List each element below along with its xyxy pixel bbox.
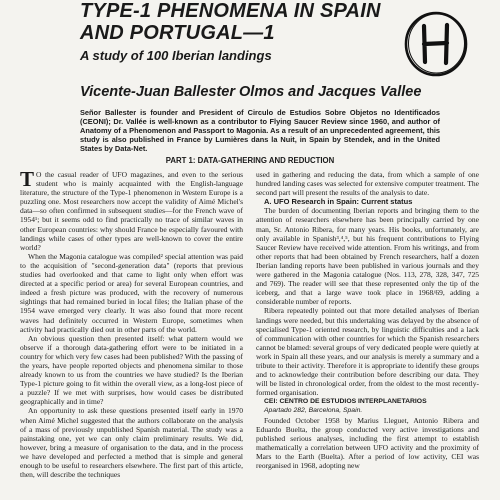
right-column bbox=[256, 170, 479, 470]
paragraph: The burden of documenting Iberian reports and bringing them to the attention of researchers elsewhere has been principally carried by one man, Sr. Antonio Ribera, for many years. His books, unfortunately, are only available in Spanish³,⁴,⁵, but his frequent contributions to Flying Saucer Review have received wide attention. From his writings, and from other reports that had been obtained by French researchers, half a dozen Iberian landing reports have been published in various journals and they were gathered in the Magonia catalogue (Nos. 113, 278, 328, 347, 725 and 769). The reader will see that these represented only the tip of the iceberg, and that a large wave took place in 1968/69, adding a considerable number of reports. bbox=[256, 206, 479, 307]
paragraph: Ribera repeatedly pointed out that more detailed analyses of Iberian landings were needed, but this undertaking was delayed by the absence of specialised Type-1 oriented research, by linguistic difficulties and a lack of communication with other countries for which the Spanish researchers cannot be blamed: several groups of very dedicated people were quietly at work in Spain all these years, and our analysis is merely a summary and a tribute to their activity. Therefore it is appropriate to identify these groups and to acknowledge their contribution before describing our data. They will be listed in chronological order, from the oldest to the most recently-formed organisation. bbox=[256, 306, 479, 398]
paragraph: Founded October 1958 by Marius Lleguet, Antonio Ribera and Eduardo Buelta, the group conducted very active investigations and published serious analyses, including the first attempt to establish mathematically a correlation between UFO activity and the proximity of Mars to the Earth (Buelta). After a period of low activity, CEI was reorganised in 1968, adopting new bbox=[256, 415, 479, 470]
article-subtitle: A study of 100 Iberian landings bbox=[80, 48, 272, 63]
article-title: TYPE-1 PHENOMENA IN SPAIN AND PORTUGAL—1 bbox=[80, 0, 381, 44]
organisation-name: CEI: CENTRO DE ESTUDIOS INTERPLANETARIOS bbox=[264, 398, 427, 406]
article-authors: Vicente-Juan Ballester Olmos and Jacques Vallee bbox=[80, 84, 422, 100]
organisation-address: Apartado 282, Barcelona, Spain. bbox=[264, 407, 363, 415]
author-biography: Señor Ballester is founder and President of Circulo de Estudios Sobre Objetos no Identificados (CEONI); Dr. Vallée is well-known as a contributor to Flying Saucer Review since 1960, and author of Anatomy of a Phenomenon and Passport to Magonia. As a result of an unprecedented agreement, this study is also published in France by Lumières dans la Nuit, in Spain by Stendek, and in the United States by Data-Net. bbox=[80, 108, 440, 153]
left-column bbox=[20, 167, 243, 480]
hand-drawn-h-seal-icon bbox=[402, 10, 470, 78]
part-heading: PART 1: DATA-GATHERING AND REDUCTION bbox=[165, 156, 335, 165]
paragraph: When the Magonia catalogue was compiled² special attention was paid to the acquisition of "second-generation data" (reports that previous studies had overlooked and that came to light only when effort was directed at a specific period or area) for several European countries, and indeed a fresh picture was produced, with the recovery of numerous sightings that had remained buried in local files; the Italian phase of the 1954 wave emerged very clearly. It was also found that more recent waves had definitely occurred in Western Europe, sometimes when activity had practically died out in other parts of the world. bbox=[20, 251, 243, 334]
paragraph: An opportunity to ask these questions presented itself early in 1970 when Aimé Michel suggested that the authors collaborate on the analysis of a mass of previously unpublished Spanish material. The study was a painstaking one, yet we can only claim preliminary results. We did, however, bring a measure of organisation to the data, and in the process we have developed and perfected a method that is simple and general enough to be useful to researchers elsewhere. The first part of this article, then, will describe the techniques bbox=[20, 406, 243, 480]
drop-cap: T bbox=[20, 167, 35, 191]
paragraph bbox=[20, 167, 243, 252]
section-heading: A. UFO Research in Spain: Current status bbox=[264, 197, 413, 207]
paragraph: An obvious question then presented itself: what pattern would we observe if a thorough data-gathering effort were to be initiated in a country for which very few cases had been published? With the passing of the years, have people reported objects and phenomena similar to those already known to us from the countries we have studied? Is the Iberian Type-1 picture going to fit within the overall view, as a long-lost piece of a puzzle? If we met with surprises, how would cases be distributed geographically and in time? bbox=[20, 333, 243, 407]
paragraph: used in gathering and reducing the data, from which a sample of one hundred landing cases was selected for extensive computer treatment. The second part will present the results of the analysis to date. bbox=[256, 170, 479, 198]
paragraph-text: O the casual reader of UFO magazines, and even to the serious student who is mainly acquainted with the English-language literature, the structure of the Type-1 phenomenon in Western Europe is a puzzling one. Most researchers now accept the validity of Aimé Michel's data—so often confirmed in subsequent studies—for the French wave of 1954¹; but it seems odd to find practically no trace of similar waves in other European countries: why should France be especially favoured with landings while cases of other types are well-known to cover the entire world? bbox=[20, 170, 243, 252]
